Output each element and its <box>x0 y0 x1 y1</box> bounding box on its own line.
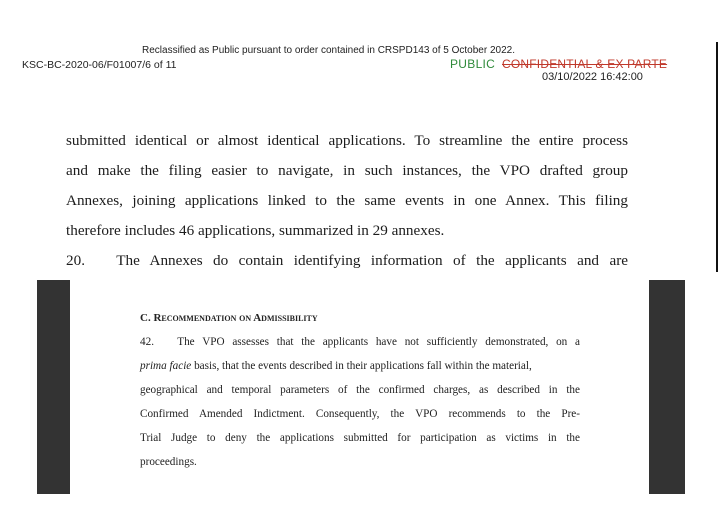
excerpt-line-4: Confirmed Amended Indictment. Consequently, the VPO recommends to the Pre- <box>140 408 580 420</box>
section-heading: C. Recommendation on Admissibility <box>140 312 318 324</box>
insert-dark-margin-left <box>37 280 70 494</box>
document-id: KSC-BC-2020-06/F01007/6 of 11 <box>22 59 177 71</box>
excerpt-line-6: proceedings. <box>140 456 197 468</box>
filing-timestamp: 03/10/2022 16:42:00 <box>542 71 643 83</box>
page-edge-divider <box>716 42 718 272</box>
reclassification-notice: Reclassified as Public pursuant to order contained in CRSPD143 of 5 October 2022. <box>142 45 515 56</box>
public-label: PUBLIC <box>450 57 496 71</box>
excerpt-line-2 <box>140 359 580 374</box>
body-line-1: submitted identical or almost identical applications. To streamline the entire process <box>66 132 628 149</box>
excerpt-line-3: geographical and temporal parameters of the confirmed charges, as described in the <box>140 384 580 396</box>
body-line-3: Annexes, joining applications linked to the same events in one Annex. This filing <box>66 192 628 209</box>
insert-dark-margin-right <box>649 280 685 494</box>
body-line-2: and make the filing easier to navigate, in such instances, the VPO drafted group <box>66 162 628 179</box>
excerpt-line-1: 42. The VPO assesses that the applicants have not sufficiently demonstrated, on a <box>140 336 580 348</box>
body-line-4: therefore includes 46 applications, summarized in 29 annexes. <box>66 222 445 239</box>
excerpt-line-5: Trial Judge to deny the applications submitted for participation as victims in the <box>140 432 580 444</box>
excerpt-line-2-text: basis, that the events described in their applications fall within the material, <box>191 360 532 372</box>
body-line-5: 20. The Annexes do contain identifying information of the applicants and are <box>66 252 628 269</box>
struck-classification-label: CONFIDENTIAL & EX PARTE <box>502 57 668 71</box>
excerpt-italic-phrase: prima facie <box>140 360 192 372</box>
